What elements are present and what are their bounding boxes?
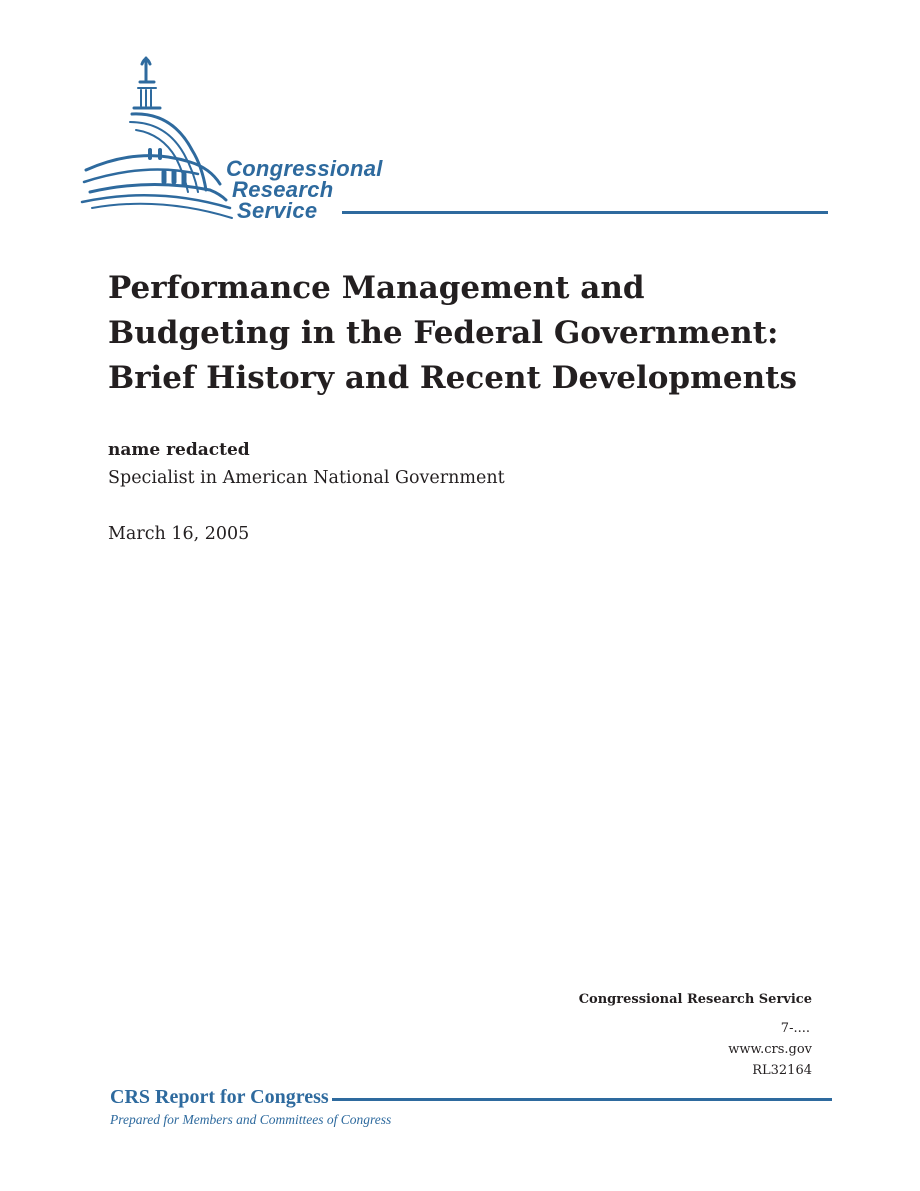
- logo-text-congressional: Congressional: [226, 156, 383, 181]
- crs-phone: 7-....: [780, 1021, 810, 1036]
- logo-text-service: Service: [237, 198, 318, 223]
- crs-url[interactable]: www.crs.gov: [728, 1042, 812, 1057]
- crs-info-block: [579, 991, 812, 1081]
- author-position: Specialist in American National Government: [108, 468, 505, 488]
- logo-text-research: Research: [232, 177, 334, 202]
- footer-subtitle: Prepared for Members and Committees of Congress: [110, 1112, 392, 1127]
- report-date: March 16, 2005: [108, 524, 250, 544]
- author-name: name redacted: [108, 440, 250, 460]
- logo-rule: [342, 211, 828, 214]
- capitol-dome-icon: [80, 50, 240, 225]
- crs-name: Congressional Research Service: [578, 992, 812, 1007]
- report-title: Performance Management and Budgeting in the Federal Government: Brief History and Recent Developments: [108, 270, 797, 396]
- crs-logo: [80, 50, 830, 230]
- crs-report-number: RL32164: [752, 1063, 812, 1078]
- footer-title: CRS Report for Congress: [110, 1085, 332, 1109]
- report-footer: [110, 1085, 832, 1129]
